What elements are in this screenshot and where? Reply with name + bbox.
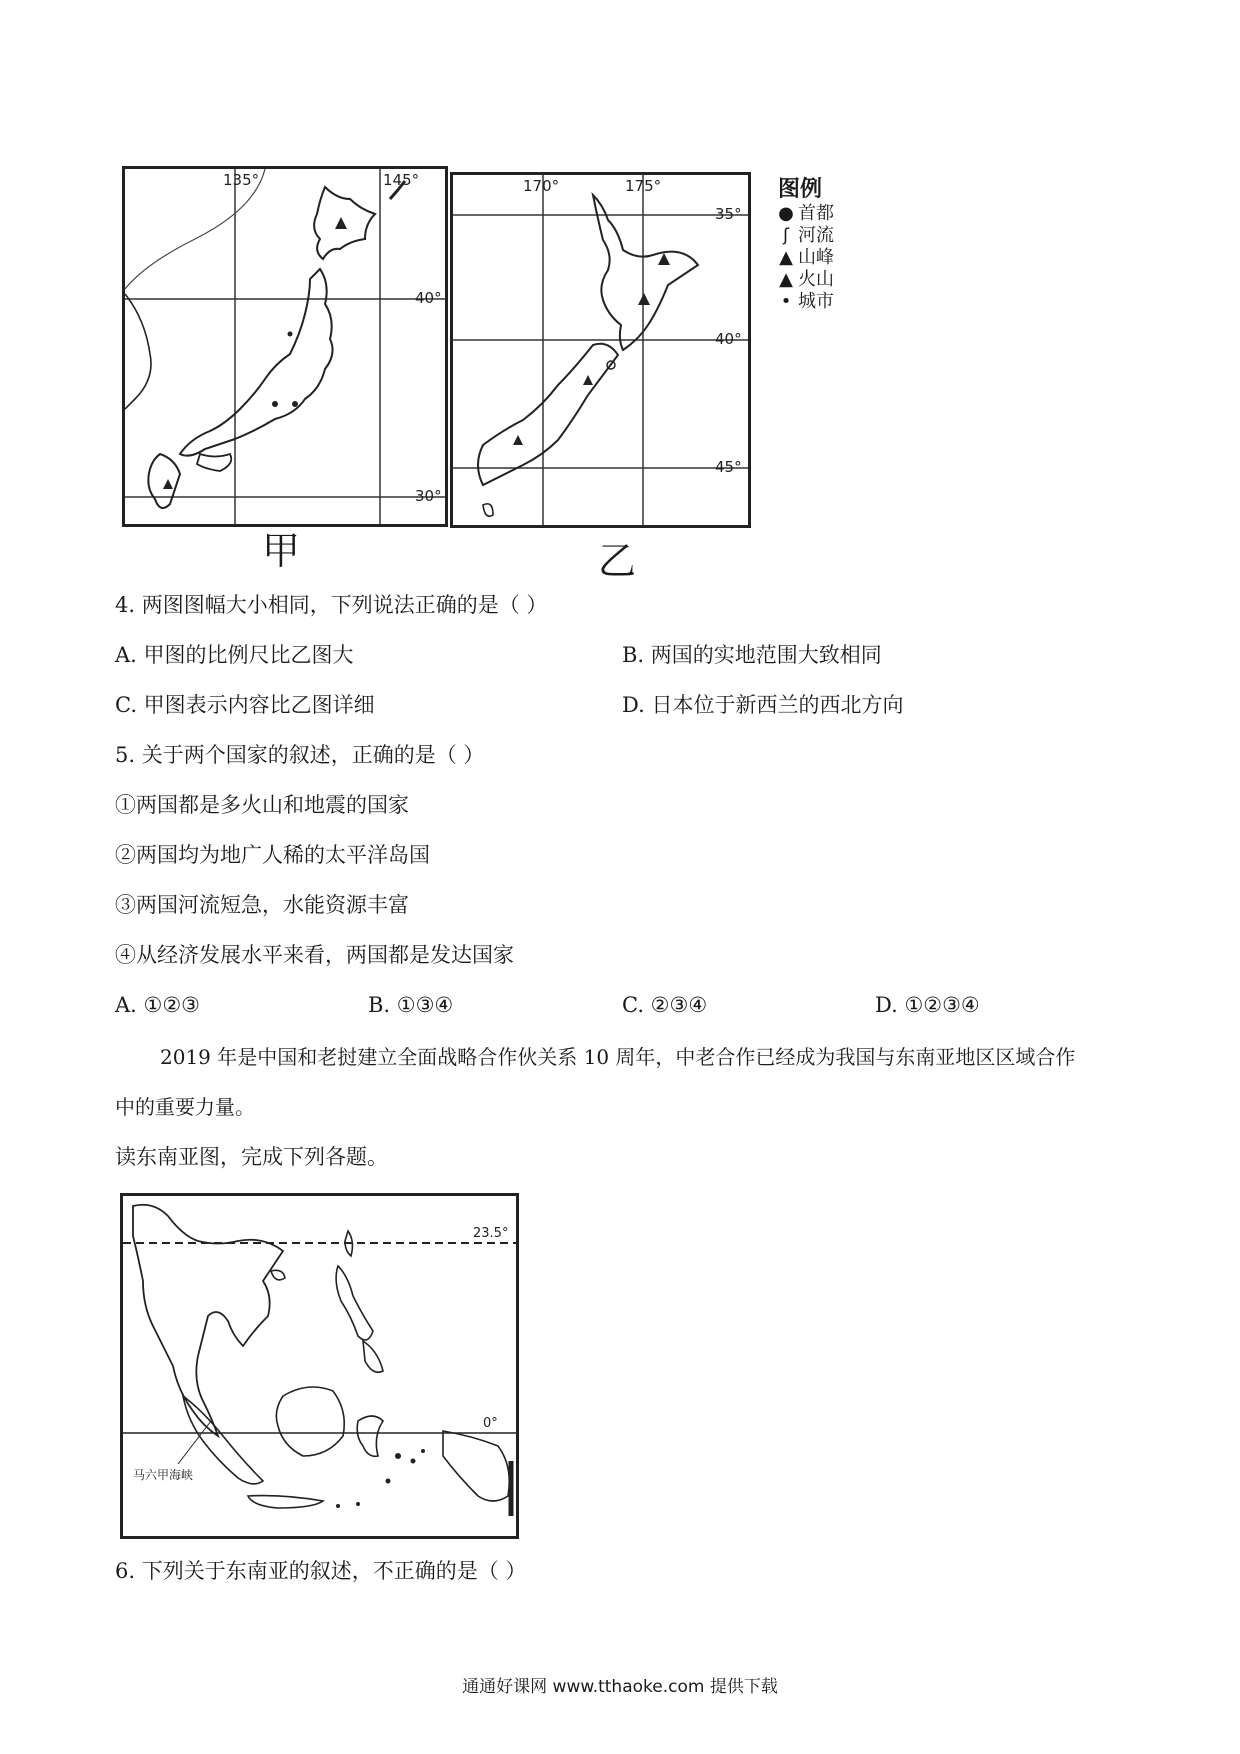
q5-statement-4: ④从经济发展水平来看，两国都是发达国家 — [115, 943, 514, 967]
yi-lat-label-35: 35° — [715, 205, 742, 223]
map-yi — [450, 172, 751, 528]
q5-option-b: B. ①③④ — [368, 993, 454, 1017]
legend-item-city: • 城市 — [778, 291, 878, 313]
q5-option-c: C. ②③④ — [622, 993, 708, 1017]
yi-lon-label-170: 170° — [523, 177, 560, 195]
map-yi-caption: 乙 — [598, 539, 637, 583]
q6-stem: 6. 下列关于东南亚的叙述，不正确的是（ ） — [115, 1559, 527, 1583]
q5-statement-1: ①两国都是多火山和地震的国家 — [115, 793, 409, 817]
legend-item-peak: ▲ 山峰 — [779, 247, 834, 268]
q5-option-d: D. ①②③④ — [875, 993, 980, 1017]
map-jia — [122, 166, 448, 527]
yi-lon-label-175: 175° — [625, 177, 662, 195]
southeast-asia-outline — [123, 1196, 516, 1536]
legend-item-river: ʃ 河流 — [778, 225, 878, 247]
strait-label: 马六甲海峡 — [133, 1468, 194, 1482]
jia-lat-label-30: 30° — [415, 487, 442, 505]
map-jia-caption: 甲 — [262, 529, 301, 573]
mountain-peak-icon: ▲ — [779, 247, 793, 268]
passage-instruction: 读东南亚图，完成下列各题。 — [115, 1145, 388, 1169]
passage-line-2: 中的重要力量。 — [115, 1095, 255, 1119]
sea-lat-label-23-5: 23.5° — [473, 1226, 509, 1241]
river-icon: ʃ — [782, 225, 790, 246]
q4-option-b: B. 两国的实地范围大致相同 — [622, 643, 882, 667]
japan-outline — [125, 169, 445, 524]
sea-lat-label-0: 0° — [483, 1416, 498, 1431]
q4-option-a: A. 甲图的比例尺比乙图大 — [115, 643, 354, 667]
q5-statement-3: ③两国河流短急，水能资源丰富 — [115, 893, 409, 917]
capital-dot-icon: ● — [778, 203, 794, 224]
jia-lat-label-40: 40° — [415, 289, 442, 307]
q4-option-d: D. 日本位于新西兰的西北方向 — [622, 693, 904, 717]
yi-lat-label-40: 40° — [715, 330, 742, 348]
q4-stem: 4. 两图图幅大小相同，下列说法正确的是（ ） — [115, 593, 548, 617]
city-dot-icon: • — [780, 291, 792, 312]
yi-lat-label-45: 45° — [715, 458, 742, 476]
q5-option-a: A. ①②③ — [115, 993, 200, 1017]
map-legend — [778, 172, 878, 313]
legend-item-volcano: ▲ 火山 — [779, 269, 834, 290]
southeast-asia-map — [120, 1193, 519, 1539]
footer-source: 通通好课网 www.tthaoke.com 提供下载 — [462, 1677, 778, 1697]
q4-option-c: C. 甲图表示内容比乙图详细 — [115, 693, 375, 717]
jia-lon-label-135: 135° — [223, 171, 260, 189]
q5-statement-2: ②两国均为地广人稀的太平洋岛国 — [115, 843, 430, 867]
legend-item-capital: ● 首都 — [778, 203, 834, 224]
volcano-icon: ▲ — [779, 269, 793, 290]
passage-line-1: 2019 年是中国和老挝建立全面战略合作伙关系 10 周年，中老合作已经成为我国与东南亚地区区域合作 — [160, 1045, 1076, 1069]
q5-stem: 5. 关于两个国家的叙述，正确的是（ ） — [115, 743, 485, 767]
jia-lon-label-145: 145° — [383, 171, 420, 189]
new-zealand-outline — [453, 175, 748, 525]
legend-title: 图例 — [778, 176, 823, 202]
